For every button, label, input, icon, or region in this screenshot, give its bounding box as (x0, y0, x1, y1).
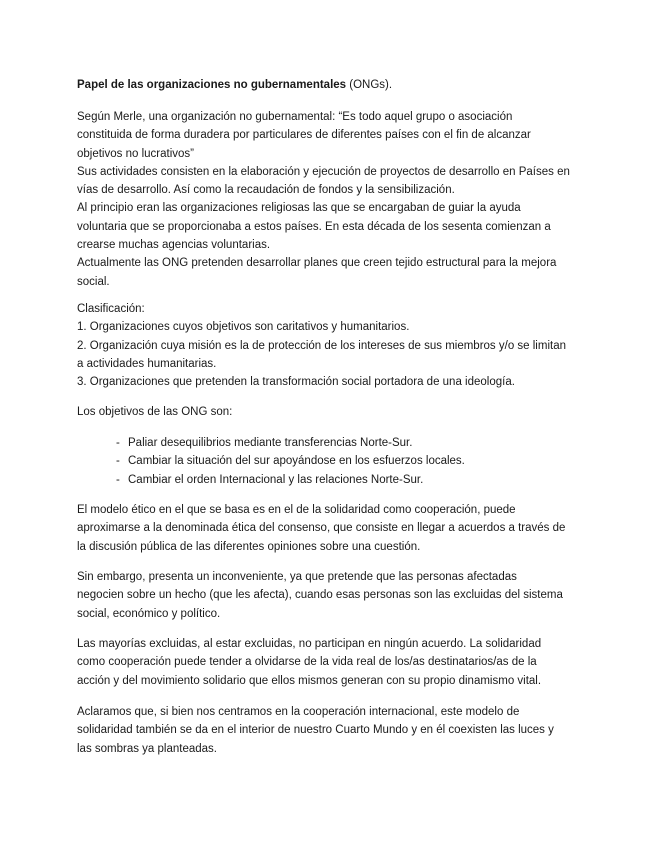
paragraph-line: Aclaramos que, si bien nos centramos en la cooperación internacional, este modelo de (77, 706, 520, 718)
list-item-text: Cambiar el orden Internacional y las relaciones Norte-Sur. (128, 473, 424, 486)
paragraph-line: El modelo ético en el que se basa es en el de la solidaridad como cooperación, puede (77, 504, 516, 516)
intro-line: objetivos no lucrativos” (77, 147, 194, 160)
paragraph-line: acción y del movimiento solidario que ellos mismos generan con su propio dinamismo vital. (77, 674, 542, 687)
paragraph-line: social, económico y político. (77, 607, 221, 620)
list-item (116, 452, 556, 470)
paragraph-ethical-model (77, 501, 577, 556)
bullet-dash: - (116, 473, 120, 486)
bullet-dash: - (116, 437, 120, 449)
paragraph-conclusion (77, 703, 577, 758)
intro-line: Sus actividades consisten en la elaboración y ejecución de proyectos de desarrollo en Países en (77, 165, 570, 178)
intro-line: social. (77, 275, 110, 288)
paragraph-line: Las mayorías excluidas, al estar excluidas, no participan en ningún acuerdo. La solidaridad (77, 638, 542, 650)
objectives-heading-text: Los objetivos de las ONG son: (77, 406, 233, 418)
classification-item: a actividades humanitarias. (77, 357, 217, 370)
intro-line: crearse muchas agencias voluntarias. (77, 239, 271, 252)
objectives-list (116, 434, 556, 489)
paragraph-inconvenience (77, 568, 577, 623)
paragraph-line: Sin embargo, presenta un inconveniente, ya que pretende que las personas afectadas (77, 571, 517, 583)
paragraph-line: negocien sobre un hecho (que les afecta), cuando esas personas son las excluidas del sistema (77, 589, 563, 602)
paragraph-excluded-majorities (77, 635, 577, 690)
intro-line: constituida de forma duradera por particulares de diferentes países con el fin de alcanzar (77, 129, 531, 142)
list-item (116, 471, 556, 489)
bullet-dash: - (116, 455, 120, 468)
title-suffix: (ONGs). (346, 79, 393, 91)
intro-line: Actualmente las ONG pretenden desarrollar planes que creen tejido estructural para la mejora (77, 257, 557, 270)
objectives-heading (77, 403, 577, 421)
paragraph-line: aproximarse a la denominada ética del consenso, que consiste en llegar a acuerdos a través de (77, 522, 566, 535)
list-item (116, 434, 556, 452)
classification-item: 2. Organización cuya misión es la de protección de los intereses de sus miembros y/o se limitan (77, 339, 566, 352)
intro-section (77, 108, 577, 291)
classification-heading: Clasificación: (77, 303, 145, 315)
paragraph-line: la discusión pública de las diferentes opiniones sobre una cuestión. (77, 540, 421, 553)
classification-item: 1. Organizaciones cuyos objetivos son caritativos y humanitarios. (77, 321, 410, 334)
title-bold: Papel de las organizaciones no gubernamentales (77, 79, 347, 91)
intro-line: Al principio eran las organizaciones religiosas las que se encargaban de guiar la ayuda (77, 202, 521, 215)
document-title (77, 76, 577, 94)
intro-line: vías de desarrollo. Así como la recaudación de fondos y la sensibilización. (77, 184, 455, 197)
list-item-text: Paliar desequilibrios mediante transferencias Norte-Sur. (128, 437, 413, 449)
list-item-text: Cambiar la situación del sur apoyándose en los esfuerzos locales. (128, 455, 465, 468)
classification-item: 3. Organizaciones que pretenden la transformación social portadora de una ideología. (77, 376, 515, 389)
paragraph-line: las sombras ya planteadas. (77, 742, 217, 755)
paragraph-line: solidaridad también se da en el interior de nuestro Cuarto Mundo y en él coexisten las luces y (77, 724, 554, 737)
paragraph-line: como cooperación puede tender a olvidarse de la vida real de los/as destinatarios/as de la (77, 656, 537, 669)
intro-line: Según Merle, una organización no gubernamental: “Es todo aquel grupo o asociación (77, 111, 513, 123)
classification-section (77, 300, 577, 391)
intro-line: voluntaria que se proporcionaba a estos países. En esta década de los sesenta comienzan a (77, 220, 551, 233)
